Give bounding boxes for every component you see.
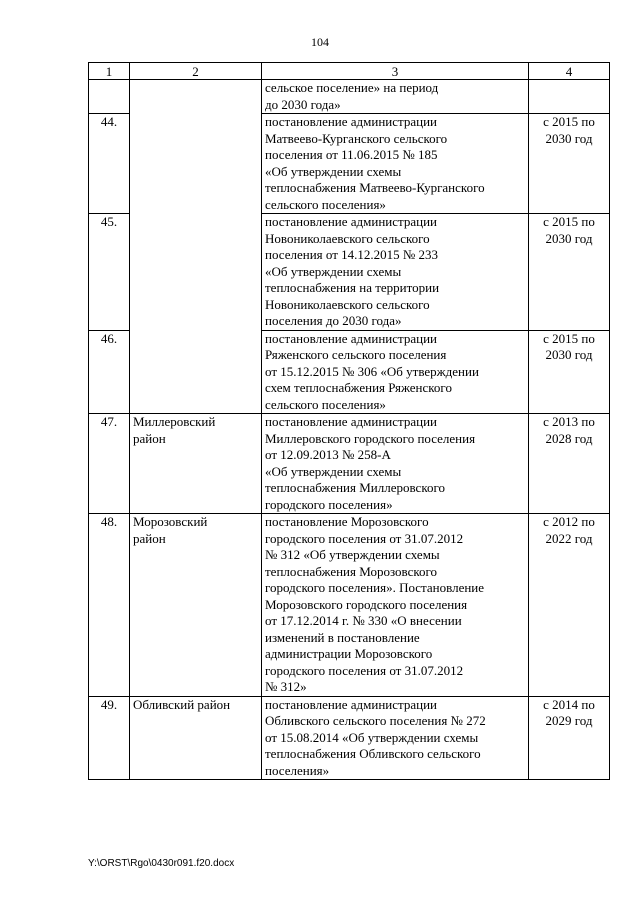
doc-line: постановление Морозовского	[265, 514, 429, 529]
doc-line: изменений в постановление	[265, 629, 420, 645]
doc-line: схем теплоснабжения Ряженского	[265, 380, 452, 395]
validity-period	[529, 330, 610, 414]
row-number: 49.	[89, 696, 130, 780]
doc-line: Ряженского сельского поселения	[265, 347, 447, 362]
district-line: район	[133, 430, 166, 446]
validity-period	[529, 214, 610, 331]
doc-line: городского поселения»	[265, 496, 393, 512]
doc-line: Матвеево-Курганского сельского	[265, 130, 448, 146]
district-line: Морозовский	[133, 514, 208, 529]
doc-line: городского поселения». Постановление	[265, 580, 485, 595]
district-cell	[130, 514, 262, 697]
document-table	[88, 62, 610, 780]
document-text	[262, 114, 529, 214]
document-text	[262, 514, 529, 697]
row-number: 46.	[89, 330, 130, 414]
period-line: с 2014 по	[543, 696, 595, 712]
doc-line: постановление администрации	[265, 696, 438, 712]
doc-line: постановление администрации	[265, 214, 438, 229]
row-number: 48.	[89, 514, 130, 697]
period-line: 2030 год	[545, 130, 593, 146]
doc-line: поселения от 14.12.2015 № 233	[265, 247, 439, 262]
doc-line: городского поселения от 31.07.2012	[265, 530, 464, 546]
doc-line: городского поселения от 31.07.2012	[265, 662, 464, 678]
doc-line: постановление администрации	[265, 114, 438, 129]
continuation-row	[89, 80, 610, 114]
period-line: с 2015 по	[543, 214, 595, 229]
document-text	[262, 330, 529, 414]
footer-file-path: Y:\ORST\Rgo\0430r091.f20.docx	[88, 858, 235, 869]
table-header-row	[89, 63, 610, 80]
doc-line: Новониколаевского сельского	[265, 230, 430, 246]
period-line: с 2013 по	[543, 414, 595, 429]
period-line: с 2015 по	[543, 114, 595, 129]
doc-line: администрации Морозовского	[265, 646, 433, 661]
continuation-line: до 2030 года»	[265, 96, 341, 112]
doc-line: Морозовского городского поселения	[265, 596, 468, 612]
doc-line: сельского поселения»	[265, 396, 386, 412]
period-line: 2030 год	[545, 230, 593, 246]
doc-line: теплоснабжения Матвеево-Курганского	[265, 180, 485, 195]
doc-line: поселения от 11.06.2015 № 185	[265, 147, 438, 162]
period-line: с 2015 по	[543, 330, 595, 346]
validity-period	[529, 514, 610, 697]
doc-line: от 15.12.2015 № 306 «Об утверждении	[265, 363, 479, 379]
table-row	[89, 696, 610, 780]
doc-line: «Об утверждении схемы	[265, 163, 402, 179]
row-number: 47.	[89, 414, 130, 514]
continuation-line: сельское поселение» на период	[265, 80, 439, 95]
header-col-1: 1	[89, 63, 130, 80]
doc-line: от 17.12.2014 г. № 330 «О внесении	[265, 613, 462, 628]
period-line: с 2012 по	[543, 514, 595, 529]
document-text	[262, 414, 529, 514]
document-text	[262, 696, 529, 780]
doc-line: Обливского сельского поселения № 272	[265, 713, 486, 728]
doc-line: поселения до 2030 года»	[265, 313, 402, 328]
period-line: 2029 год	[545, 713, 593, 728]
table-row	[89, 414, 610, 514]
doc-line: «Об утверждении схемы	[265, 463, 402, 479]
validity-period	[529, 696, 610, 780]
district-line: Обливский район	[133, 696, 231, 712]
validity-period	[529, 414, 610, 514]
doc-line: постановление администрации	[265, 414, 438, 429]
page-number: 104	[311, 35, 329, 49]
doc-line: Новониколаевского сельского	[265, 296, 430, 312]
district-line: район	[133, 530, 166, 546]
continuation-text	[262, 80, 529, 114]
district-cell	[130, 414, 262, 514]
header-col-2: 2	[130, 63, 262, 80]
doc-line: Миллеровского городского поселения	[265, 430, 476, 446]
doc-line: теплоснабжения Обливского сельского	[265, 746, 481, 761]
doc-line: поселения»	[265, 762, 330, 778]
doc-line: теплоснабжения Морозовского	[265, 563, 438, 579]
doc-line: от 15.08.2014 «Об утверждении схемы	[265, 729, 479, 745]
doc-line: постановление администрации	[265, 330, 438, 346]
period-line: 2030 год	[545, 347, 593, 362]
doc-line: теплоснабжения на территории	[265, 280, 440, 295]
district-cell	[130, 696, 262, 780]
doc-line: сельского поселения»	[265, 196, 386, 212]
period-line: 2028 год	[545, 430, 593, 446]
period-line: 2022 год	[545, 530, 593, 546]
row-number: 45.	[89, 214, 130, 331]
doc-line: теплоснабжения Миллеровского	[265, 480, 445, 495]
doc-line: № 312»	[265, 679, 307, 694]
doc-line: № 312 «Об утверждении схемы	[265, 547, 440, 562]
district-line: Миллеровский	[133, 414, 216, 429]
district-cell-merged	[130, 80, 262, 414]
doc-line: «Об утверждении схемы	[265, 263, 402, 279]
table-row	[89, 514, 610, 697]
row-number: 44.	[89, 114, 130, 214]
continuation-num	[89, 80, 130, 114]
header-col-3: 3	[262, 63, 529, 80]
document-text	[262, 214, 529, 331]
continuation-period	[529, 80, 610, 114]
validity-period	[529, 114, 610, 214]
doc-line: от 12.09.2013 № 258-А	[265, 447, 391, 462]
header-col-4: 4	[529, 63, 610, 80]
